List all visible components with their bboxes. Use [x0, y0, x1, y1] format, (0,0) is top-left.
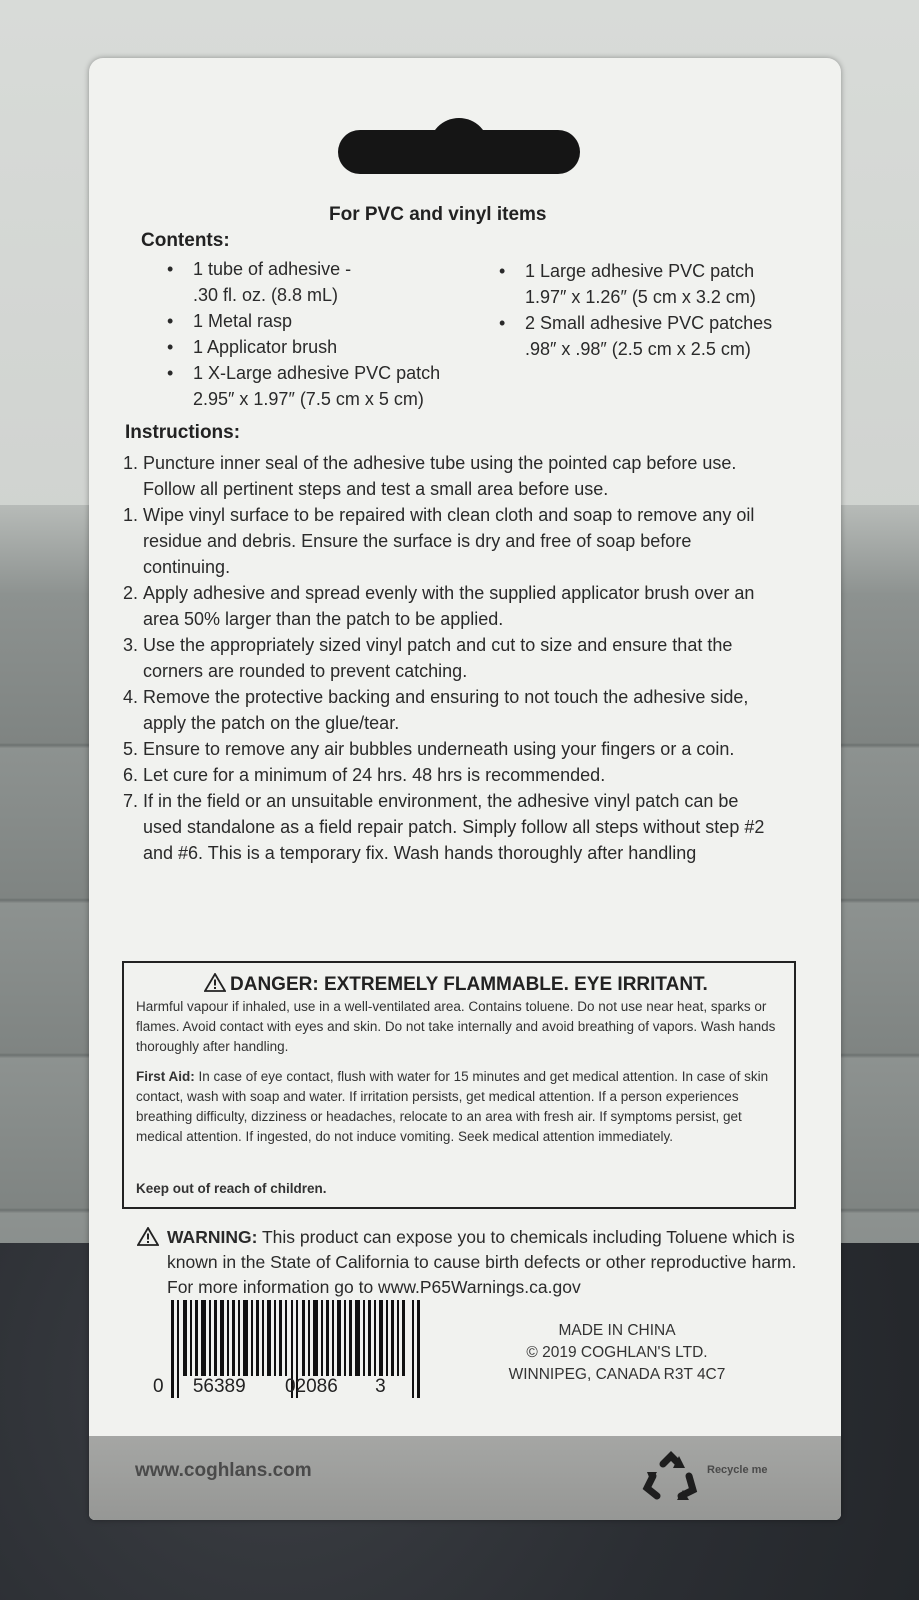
list-item: • 1 Applicator brush — [167, 334, 440, 360]
instructions-list — [123, 450, 773, 866]
list-item: • 1 tube of adhesive - — [167, 256, 440, 282]
danger-box — [122, 961, 796, 1209]
instruction-step: 3. Use the appropriately sized vinyl patch and cut to size and ensure that the corners are rounded to prevent catching. — [123, 635, 733, 681]
contents-list-left — [167, 256, 440, 412]
list-item-continuation: 1.97″ x 1.26″ (5 cm x 3.2 cm) — [525, 287, 756, 307]
instruction-step: 1. Wipe vinyl surface to be repaired with clean cloth and soap to remove any oil residue and debris. Ensure the surface is dry and free of soap before continuing. — [123, 505, 755, 577]
instructions-heading: Instructions: — [125, 422, 241, 443]
footer-band — [89, 1436, 841, 1520]
instruction-step: 6. Let cure for a minimum of 24 hrs. 48 hrs is recommended. — [123, 765, 606, 785]
address-line: WINNIPEG, CANADA R3T 4C7 — [508, 1366, 726, 1383]
prop65-warning: WARNING: This product can expose you to chemicals including Toluene which is known in the State of California to cause birth defects or other reproductive harm. For more information go to www.P65Warnings.ca.gov — [137, 1225, 797, 1300]
warning-triangle-icon — [204, 973, 226, 992]
list-item-continuation: .98″ x .98″ (2.5 cm x 2.5 cm) — [525, 339, 751, 359]
made-in-line: MADE IN CHINA — [558, 1322, 676, 1339]
contents-heading: Contents: — [141, 230, 230, 251]
instruction-step: 4. Remove the protective backing and ensuring to not touch the adhesive side, apply the patch on the glue/tear. — [123, 687, 749, 733]
package-card — [89, 58, 841, 1520]
list-item-continuation: 2.95″ x 1.97″ (7.5 cm x 5 cm) — [193, 389, 424, 409]
instruction-step: 2. Apply adhesive and spread evenly with the supplied applicator brush over an area 50% larger than the patch to be applied. — [123, 583, 755, 629]
first-aid-text: First Aid: In case of eye contact, flush with water for 15 minutes and get medical attention. In case of skin contact, wash with soap and water. If irritation persists, get medical attention. If a person experiences breathing difficulty, dizziness or headaches, relocate to an area with fresh air. If symptoms persist, get medical attention. If ingested, do not induce vomiting. Seek medical attention immediately. — [136, 1069, 769, 1144]
danger-title: DANGER: EXTREMELY FLAMMABLE. EYE IRRITANT. — [204, 973, 708, 996]
contents-list-right — [499, 258, 772, 362]
recycle-label: Recycle me — [707, 1464, 768, 1476]
list-item-continuation: .30 fl. oz. (8.8 mL) — [193, 285, 339, 305]
recycle-icon — [641, 1450, 701, 1506]
manufacturer-info — [479, 1320, 755, 1386]
danger-hazard-text: Harmful vapour if inhaled, use in a well-ventilated area. Contains toluene. Do not use near heat, sparks or flames. Avoid contact with eyes and skin. Do not take internally and avoid breathing of vapors. Wash hands thoroughly after handling. — [136, 999, 776, 1054]
instruction-step: 7. If in the field or an unsuitable environment, the adhesive vinyl patch can be used standalone as a field repair patch. Simply follow all steps without step #2 and #6. This is a temporary fix. Wash hands thoroughly after handling — [123, 791, 765, 863]
product-subtitle: For PVC and vinyl items — [329, 204, 547, 225]
instruction-step: 1. Puncture inner seal of the adhesive tube using the pointed cap before use. Follow all pertinent steps and test a small area before use. — [123, 453, 737, 499]
website-label: www.coghlans.com — [135, 1460, 312, 1481]
keep-away-text: Keep out of reach of children. — [136, 1181, 327, 1196]
list-item: • 1 Large adhesive PVC patch — [499, 258, 772, 284]
warning-triangle-icon — [137, 1227, 159, 1246]
list-item: • 1 Metal rasp — [167, 308, 440, 334]
barcode-digits: 0 56389 02086 3 — [153, 1376, 386, 1397]
instruction-step: 5. Ensure to remove any air bubbles underneath using your fingers or a coin. — [123, 739, 735, 759]
copyright-line: © 2019 COGHLAN'S LTD. — [526, 1344, 708, 1361]
list-item: • 2 Small adhesive PVC patches — [499, 310, 772, 336]
list-item: • 1 X-Large adhesive PVC patch — [167, 360, 440, 386]
hang-hole — [338, 130, 580, 174]
